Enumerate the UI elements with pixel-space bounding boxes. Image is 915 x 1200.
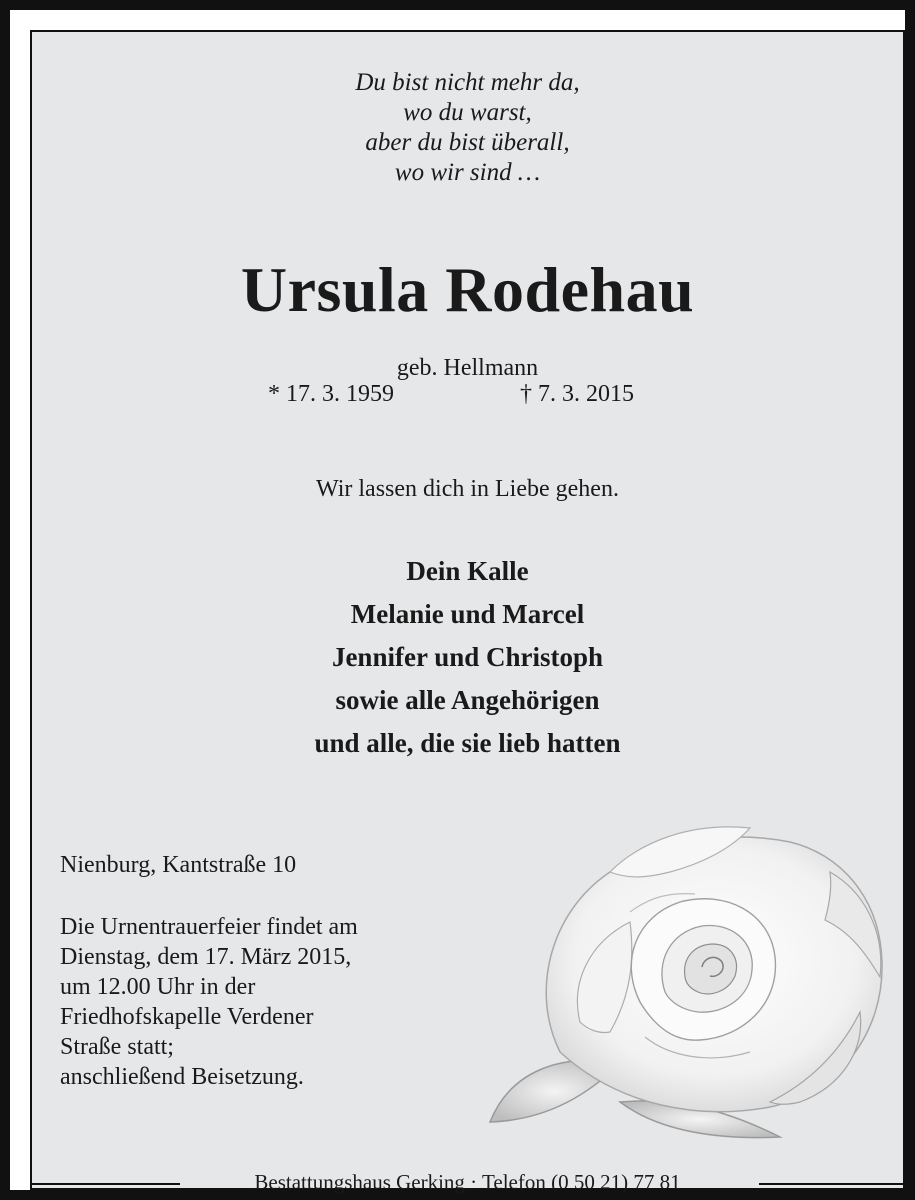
service-line: Dienstag, dem 17. März 2015, xyxy=(60,944,352,970)
service-line: Friedhofskapelle Verdener xyxy=(60,1004,314,1030)
mourner-line: Jennifer und Christoph xyxy=(331,642,604,672)
service-line: anschließend Beisetzung. xyxy=(60,1064,304,1090)
mourner-line: Dein Kalle xyxy=(406,556,529,586)
mourner-line: sowie alle Angehörigen xyxy=(335,685,600,715)
poem-line: aber du bist überall, xyxy=(365,129,570,156)
mourners-list xyxy=(32,550,903,765)
deceased-name: Ursula Rodehau xyxy=(240,254,695,325)
poem-line: wo du warst, xyxy=(403,99,532,126)
mourner-line: Melanie und Marcel xyxy=(350,599,585,629)
obituary-panel xyxy=(30,30,905,1194)
death-date: † 7. 3. 2015 xyxy=(520,381,634,407)
service-line: Die Urnentrauerfeier findet am xyxy=(60,914,358,940)
service-line: Straße statt; xyxy=(60,1034,174,1060)
maiden-name: geb. Hellmann xyxy=(396,355,539,381)
address: Nienburg, Kantstraße 10 xyxy=(60,852,297,878)
service-info xyxy=(60,912,358,1092)
service-line: um 12.00 Uhr in der xyxy=(60,974,256,1000)
poem-line: wo wir sind … xyxy=(394,159,541,186)
poem-line: Du bist nicht mehr da, xyxy=(355,69,580,96)
rose-illustration xyxy=(470,802,890,1142)
farewell-quote: Wir lassen dich in Liebe gehen. xyxy=(316,476,619,502)
birth-date: * 17. 3. 1959 xyxy=(268,381,394,407)
funeral-home-footer: Bestattungshaus Gerking · Telefon (0 50 21) 77 81 xyxy=(254,1170,681,1194)
mourner-line: und alle, die sie lieb hatten xyxy=(314,728,621,758)
poem xyxy=(32,68,903,188)
